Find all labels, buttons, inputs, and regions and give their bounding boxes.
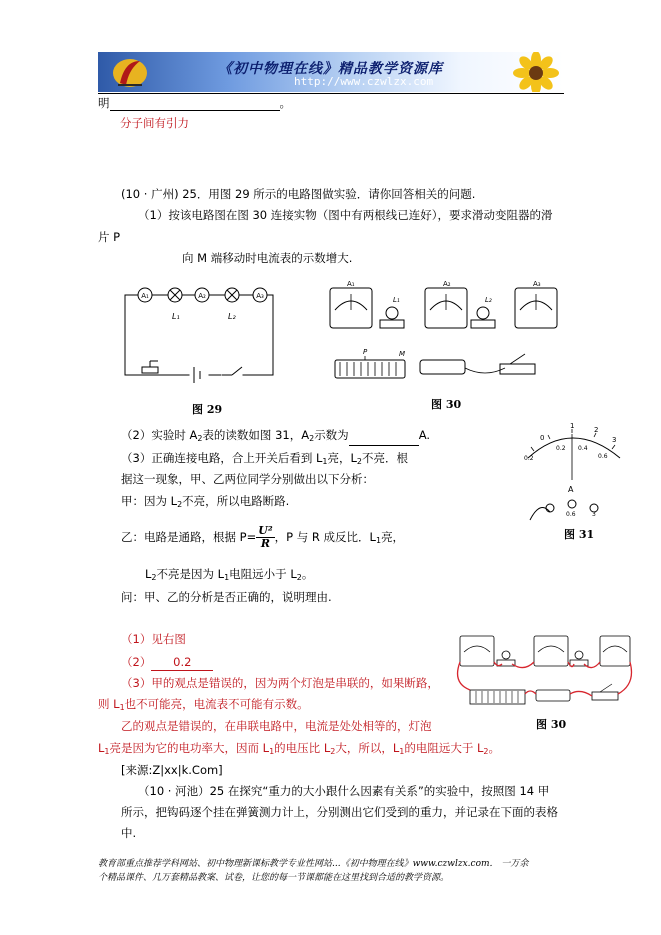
fig31-tick-04: 0.4 xyxy=(578,445,588,452)
fig31-caption: 图 31 xyxy=(564,528,595,541)
question-part3-line2: 据这一现象，甲、乙两位同学分别做出以下分析： xyxy=(121,472,374,486)
fig29-a1-label: A₁ xyxy=(141,292,149,300)
footer-line2: 个精品课件、几万套精品教案、试卷，让您的每一节课都能在这里找到合适的教学资源。 xyxy=(98,873,450,883)
answer-part2-value: 0.2 xyxy=(151,655,213,671)
fig31-tick-neg: 0.2 xyxy=(524,455,534,462)
power-formula: $\frac{\text{U²}}{R}$ xyxy=(258,524,273,550)
logo-icon xyxy=(110,55,150,89)
fig31-tick-1: 1 xyxy=(570,422,575,430)
student-jia-analysis: 甲：因为 $L_2$不亮，所以电路断路. xyxy=(121,494,290,509)
question-part1-line3: 向 M 端移动时电流表的示数增大. xyxy=(182,251,353,265)
banner-url[interactable]: http://www.czwlzx.com xyxy=(294,75,434,88)
fig29-a2-label: A₂ xyxy=(198,292,206,300)
question-intro: (10 · 广州) 25．用图 29 所示的电路图做实验．请你回答相关的问题. xyxy=(121,187,476,201)
fig31-a-label: A xyxy=(568,485,574,494)
previous-answer: 分子间有引力 xyxy=(120,116,189,130)
answer-part3-line4: $L_1$亮是因为它的电功率大，因而 $L_1$的电压比 $L_2$大，所以，$L_1$的电阻远大于 $L_2$。 xyxy=(98,741,500,756)
header-rule xyxy=(98,93,564,94)
fig30-p-label: P xyxy=(363,348,368,356)
student-yi-analysis-line1: 乙：电路是通路，根据 P= $\frac{\text{U²}}{R}$ ，P 与 R 成反比．$L_1$亮， xyxy=(121,524,405,550)
answer-fig30-caption: 图 30 xyxy=(536,718,567,731)
fig31-term-3: 3 xyxy=(592,511,596,518)
fig31-tick-06: 0.6 xyxy=(598,453,608,460)
figure-30-components xyxy=(325,280,565,415)
fig30-l1-label: L₁ xyxy=(393,296,400,304)
fig31-tick-02: 0.2 xyxy=(556,445,566,452)
fig31-tick-2: 2 xyxy=(594,426,599,434)
next-question-line3: 中. xyxy=(121,826,137,840)
source-tag: [来源:Z|xx|k.Com] xyxy=(121,763,223,777)
question-part2: （2）实验时 $A_2$表的读数如图 31，$A_2$示数为 A. xyxy=(121,428,430,446)
fig31-term-06: 0.6 xyxy=(566,511,576,518)
fig29-a3-label: A₃ xyxy=(256,292,264,300)
answer-figure-30 xyxy=(452,628,634,738)
student-yi-analysis-line2: $L_2$不亮是因为 $L_1$电阻远小于 $L_2$。 xyxy=(145,567,314,582)
fig31-tick-3: 3 xyxy=(612,436,617,444)
footer-line1: 教育部重点推荐学科网站、初中物理新课标教学专业性网站...《初中物理在线》www.czwlzx.com． 一万余 xyxy=(98,859,529,869)
fig30-a3-label: A₃ xyxy=(533,280,541,288)
fig30-l2-label: L₂ xyxy=(485,296,492,304)
fig31-tick-0: 0 xyxy=(540,434,545,442)
fig30-a2-label: A₂ xyxy=(443,280,451,288)
answer-part3-line1: （3）甲的观点是错误的，因为两个灯泡是串联的，如果断路， xyxy=(121,676,439,690)
question-ask: 问：甲、乙的分析是否正确的，说明理由. xyxy=(121,590,332,604)
figure-29-circuit-diagram xyxy=(120,285,280,420)
answer-part2: （2） 0.2 xyxy=(121,655,213,671)
next-question-line1: （10 · 河池）25 在探究“重力的大小跟什么因素有关系”的实验中，按照图 14 甲 xyxy=(138,784,550,798)
question-part1-line1: （1）按该电路图在图 30 连接实物（图中有两根线已连好），要求滑动变阻器的滑 xyxy=(138,208,553,222)
answer-part3-line3: 乙的观点是错误的，在串联电路中，电流是处处相等的，灯泡 xyxy=(121,719,432,733)
banner-title: 《初中物理在线》精品教学资源库 xyxy=(218,61,443,77)
fig30-caption: 图 30 xyxy=(431,398,462,411)
fig30-m-label: M xyxy=(399,350,406,358)
reading-blank xyxy=(349,445,419,446)
previous-answer-line: 明 。 xyxy=(98,96,291,110)
header-banner xyxy=(98,52,564,92)
fig29-caption: 图 29 xyxy=(192,403,223,416)
answer-part1: （1）见右图 xyxy=(121,632,186,646)
question-part3-line1: （3）正确连接电路，合上开关后看到 $L_1$亮，$L_2$不亮．根 xyxy=(121,451,408,466)
next-question-line2: 所示，把钩码逐个挂在弹簧测力计上，分别测出它们受到的重力，并记录在下面的表格 xyxy=(121,805,558,819)
fig29-l2-label: L₂ xyxy=(228,312,236,321)
figure-31-ammeter xyxy=(520,420,630,545)
fig30-a1-label: A₁ xyxy=(347,280,355,288)
sunflower-icon xyxy=(506,52,564,92)
answer-blank xyxy=(110,110,280,111)
answer-part3-line2: 则 $L_1$也不可能亮，电流表不可能有示数。 xyxy=(98,697,309,712)
fig29-l1-label: L₁ xyxy=(172,312,180,321)
question-part1-line2: 片 P xyxy=(98,230,121,244)
